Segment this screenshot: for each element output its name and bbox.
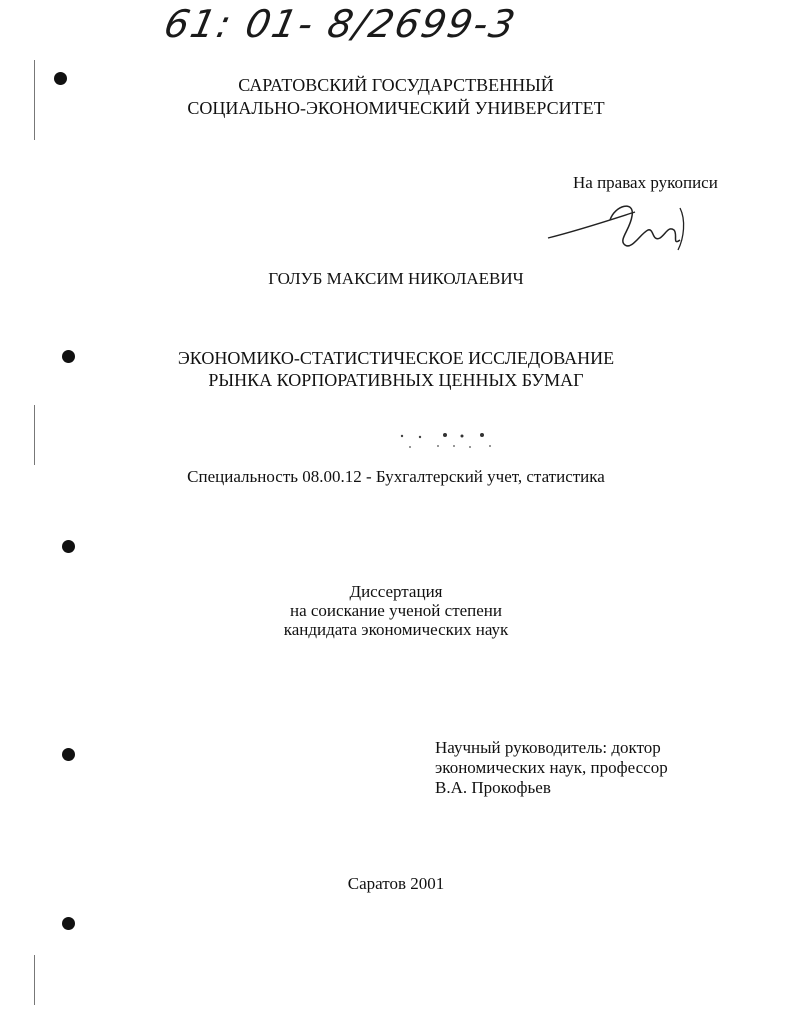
university-name — [0, 74, 792, 120]
signature — [540, 190, 700, 260]
scan-margin-line — [34, 955, 35, 1005]
supervisor-line-2: экономических наук, профессор — [435, 758, 668, 777]
archive-code-handwritten: 61: 01- 8/2699-3 — [160, 2, 521, 46]
punch-hole-mark — [62, 540, 75, 553]
punch-hole-mark — [62, 748, 75, 761]
faint-stamp-marks — [390, 428, 510, 452]
punch-hole-mark — [62, 917, 75, 930]
city-year: Саратов 2001 — [347, 874, 445, 893]
dissertation-degree — [0, 582, 792, 639]
university-line-2: СОЦИАЛЬНО-ЭКОНОМИЧЕСКИЙ УНИВЕРСИТЕТ — [187, 98, 605, 118]
supervisor-block — [435, 738, 668, 798]
degree-line-3: кандидата экономических наук — [283, 620, 509, 639]
supervisor-line-1: Научный руководитель: доктор — [435, 738, 661, 757]
university-line-1: САРАТОВСКИЙ ГОСУДАРСТВЕННЫЙ — [238, 75, 554, 95]
specialty: Специальность 08.00.12 - Бухгалтерский учет, статистика — [187, 467, 605, 486]
author-name: ГОЛУБ МАКСИМ НИКОЛАЕВИЧ — [268, 269, 524, 288]
title-line-1: ЭКОНОМИКО-СТАТИСТИЧЕСКОЕ ИССЛЕДОВАНИЕ — [177, 348, 615, 368]
degree-line-2: на соискание ученой степени — [289, 601, 503, 620]
degree-line-1: Диссертация — [349, 582, 443, 601]
title-line-2: РЫНКА КОРПОРАТИВНЫХ ЦЕННЫХ БУМАГ — [208, 370, 584, 390]
supervisor-line-3: В.А. Прокофьев — [435, 778, 551, 797]
dissertation-title — [0, 347, 792, 391]
scan-margin-line — [34, 405, 35, 465]
rights-note: На правах рукописи — [573, 173, 718, 192]
